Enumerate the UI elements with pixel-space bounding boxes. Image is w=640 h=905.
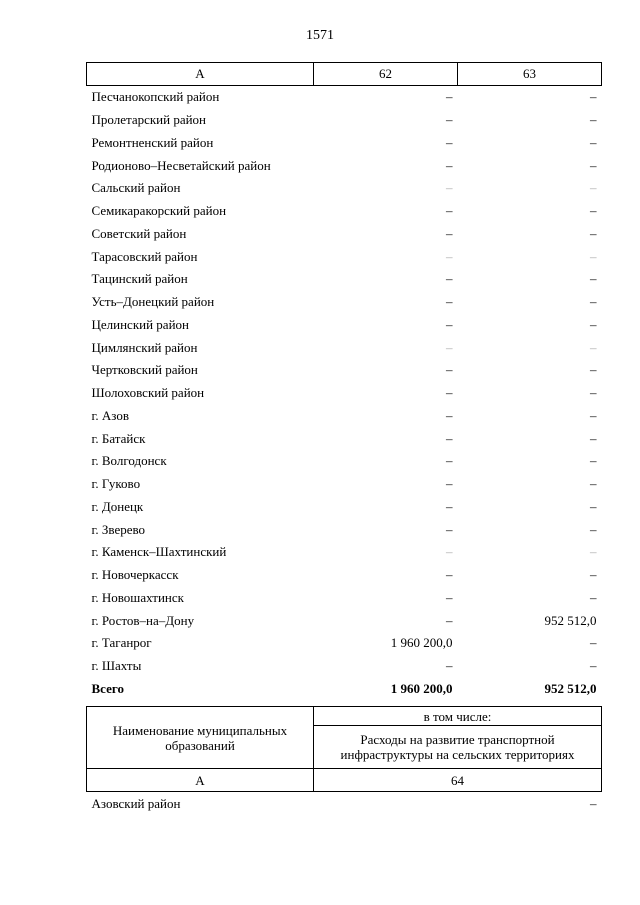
- municipality-name: Целинский район: [91, 316, 189, 332]
- value-col-63: –: [590, 521, 597, 537]
- value-col-62: –: [446, 248, 453, 264]
- table-row: [87, 245, 602, 268]
- table-row: [87, 314, 602, 337]
- value-col-63: –: [590, 589, 597, 605]
- value-col-62: –: [446, 180, 453, 196]
- table-row: [87, 177, 602, 200]
- table-row: [87, 496, 602, 519]
- value-col-63: –: [590, 567, 597, 583]
- header-transport-infrastructure: Расходы на развитие транспортной инфраструктуры на сельских территориях: [314, 726, 602, 769]
- value-col-62: –: [446, 271, 453, 287]
- page-number: 1571: [306, 28, 334, 43]
- table-row: [87, 86, 602, 109]
- municipality-name: Цимлянский район: [91, 339, 198, 355]
- table-row: [87, 382, 602, 405]
- value-col-63: –: [590, 225, 597, 241]
- value-col-62: –: [446, 203, 453, 219]
- table-row: [87, 587, 602, 610]
- value-col-63: –: [590, 271, 597, 287]
- table-body: [87, 86, 602, 701]
- municipality-name: Ремонтненский район: [91, 134, 214, 150]
- table-header-row: [87, 63, 602, 86]
- table-row: [87, 109, 602, 132]
- municipality-name: г. Таганрог: [91, 635, 152, 651]
- value-col-62: –: [446, 476, 453, 492]
- municipality-name: Сальский район: [91, 180, 181, 196]
- value-col-62: –: [446, 407, 453, 423]
- municipality-name: г. Донецк: [91, 498, 144, 514]
- budget-table-col-64: [86, 706, 602, 816]
- value-col-63: –: [590, 134, 597, 150]
- municipality-name: Советский район: [91, 225, 187, 241]
- value-col-62: –: [446, 567, 453, 583]
- value-col-63: –: [590, 248, 597, 264]
- value-col-64: –: [590, 796, 597, 811]
- value-col-63: –: [590, 180, 597, 196]
- municipality-name: Песчанокопский район: [91, 89, 220, 105]
- table-row: [87, 564, 602, 587]
- value-col-62: –: [446, 134, 453, 150]
- municipality-name: Азовский район: [91, 796, 181, 811]
- value-col-63: 952 512,0: [544, 612, 597, 628]
- value-col-62: –: [446, 385, 453, 401]
- value-col-63: –: [590, 157, 597, 173]
- total-col-62: 1 960 200,0: [390, 680, 453, 696]
- value-col-62: –: [446, 362, 453, 378]
- municipality-name: Шолоховский район: [91, 385, 205, 401]
- table-row: [87, 200, 602, 223]
- value-col-62: –: [446, 658, 453, 674]
- value-col-63: –: [590, 89, 597, 105]
- value-col-63: –: [590, 407, 597, 423]
- table-row: [87, 336, 602, 359]
- value-col-62: –: [446, 112, 453, 128]
- total-col-63: 952 512,0: [544, 680, 597, 696]
- table-row: [87, 632, 602, 655]
- value-col-63: –: [590, 339, 597, 355]
- value-col-63: –: [590, 476, 597, 492]
- value-col-62: –: [446, 294, 453, 310]
- value-col-63: –: [590, 544, 597, 560]
- table-row: [87, 154, 602, 177]
- municipality-name: г. Шахты: [91, 658, 142, 674]
- value-col-63: –: [590, 430, 597, 446]
- table-row: [87, 792, 602, 817]
- header-col-62: 62: [314, 63, 458, 86]
- total-row: [87, 678, 602, 701]
- header-index-a: А: [87, 769, 314, 792]
- value-col-62: –: [446, 453, 453, 469]
- municipality-name: Усть–Донецкий район: [91, 294, 215, 310]
- table-row: [87, 427, 602, 450]
- value-col-62: –: [446, 589, 453, 605]
- value-col-63: –: [590, 203, 597, 219]
- municipality-name: г. Азов: [91, 407, 129, 423]
- value-col-62: –: [446, 339, 453, 355]
- value-col-62: –: [446, 521, 453, 537]
- table-row: [87, 359, 602, 382]
- value-col-63: –: [590, 316, 597, 332]
- value-col-63: –: [590, 294, 597, 310]
- value-col-62: –: [446, 430, 453, 446]
- value-col-63: –: [590, 658, 597, 674]
- municipality-name: Тацинский район: [91, 271, 188, 287]
- municipality-name: Тарасовский район: [91, 248, 198, 264]
- table-row: [87, 473, 602, 496]
- table-row: [87, 450, 602, 473]
- municipality-name: г. Зверево: [91, 521, 146, 537]
- value-col-62: –: [446, 225, 453, 241]
- value-col-63: –: [590, 362, 597, 378]
- table-row: [87, 518, 602, 541]
- value-col-62: –: [446, 157, 453, 173]
- header-col-a: А: [87, 63, 314, 86]
- municipality-name: г. Каменск–Шахтинский: [91, 544, 227, 560]
- table-row: [87, 268, 602, 291]
- budget-table-cols-62-63: [86, 62, 602, 700]
- table-row: [87, 405, 602, 428]
- table-row: [87, 541, 602, 564]
- header-col-63: 63: [458, 63, 602, 86]
- table2-header-row-1: [87, 707, 602, 726]
- municipality-name: Пролетарский район: [91, 112, 207, 128]
- value-col-62: –: [446, 612, 453, 628]
- value-col-62: –: [446, 498, 453, 514]
- total-label: Всего: [91, 680, 124, 696]
- header-index-64: 64: [314, 769, 602, 792]
- header-including: в том числе:: [314, 707, 602, 726]
- value-col-62: 1 960 200,0: [390, 635, 453, 651]
- value-col-62: –: [446, 89, 453, 105]
- municipality-name: г. Новошахтинск: [91, 589, 184, 605]
- table-row: [87, 132, 602, 155]
- value-col-62: –: [446, 316, 453, 332]
- municipality-name: г. Новочеркасск: [91, 567, 179, 583]
- municipality-name: г. Волгодонск: [91, 453, 167, 469]
- table-row: [87, 655, 602, 678]
- value-col-63: –: [590, 112, 597, 128]
- municipality-name: Чертковский район: [91, 362, 198, 378]
- header-municipality: Наименование муниципальных образований: [87, 707, 314, 769]
- municipality-name: г. Гуково: [91, 476, 141, 492]
- value-col-63: –: [590, 385, 597, 401]
- municipality-name: г. Ростов–на–Дону: [91, 612, 195, 628]
- municipality-name: Семикаракорский район: [91, 203, 227, 219]
- table2-body: [87, 792, 602, 817]
- table-row: [87, 223, 602, 246]
- table-row: [87, 609, 602, 632]
- municipality-name: Родионово–Несветайский район: [91, 157, 271, 173]
- value-col-63: –: [590, 498, 597, 514]
- value-col-63: –: [590, 453, 597, 469]
- value-col-63: –: [590, 635, 597, 651]
- table2-index-row: [87, 769, 602, 792]
- municipality-name: г. Батайск: [91, 430, 146, 446]
- table-row: [87, 291, 602, 314]
- value-col-62: –: [446, 544, 453, 560]
